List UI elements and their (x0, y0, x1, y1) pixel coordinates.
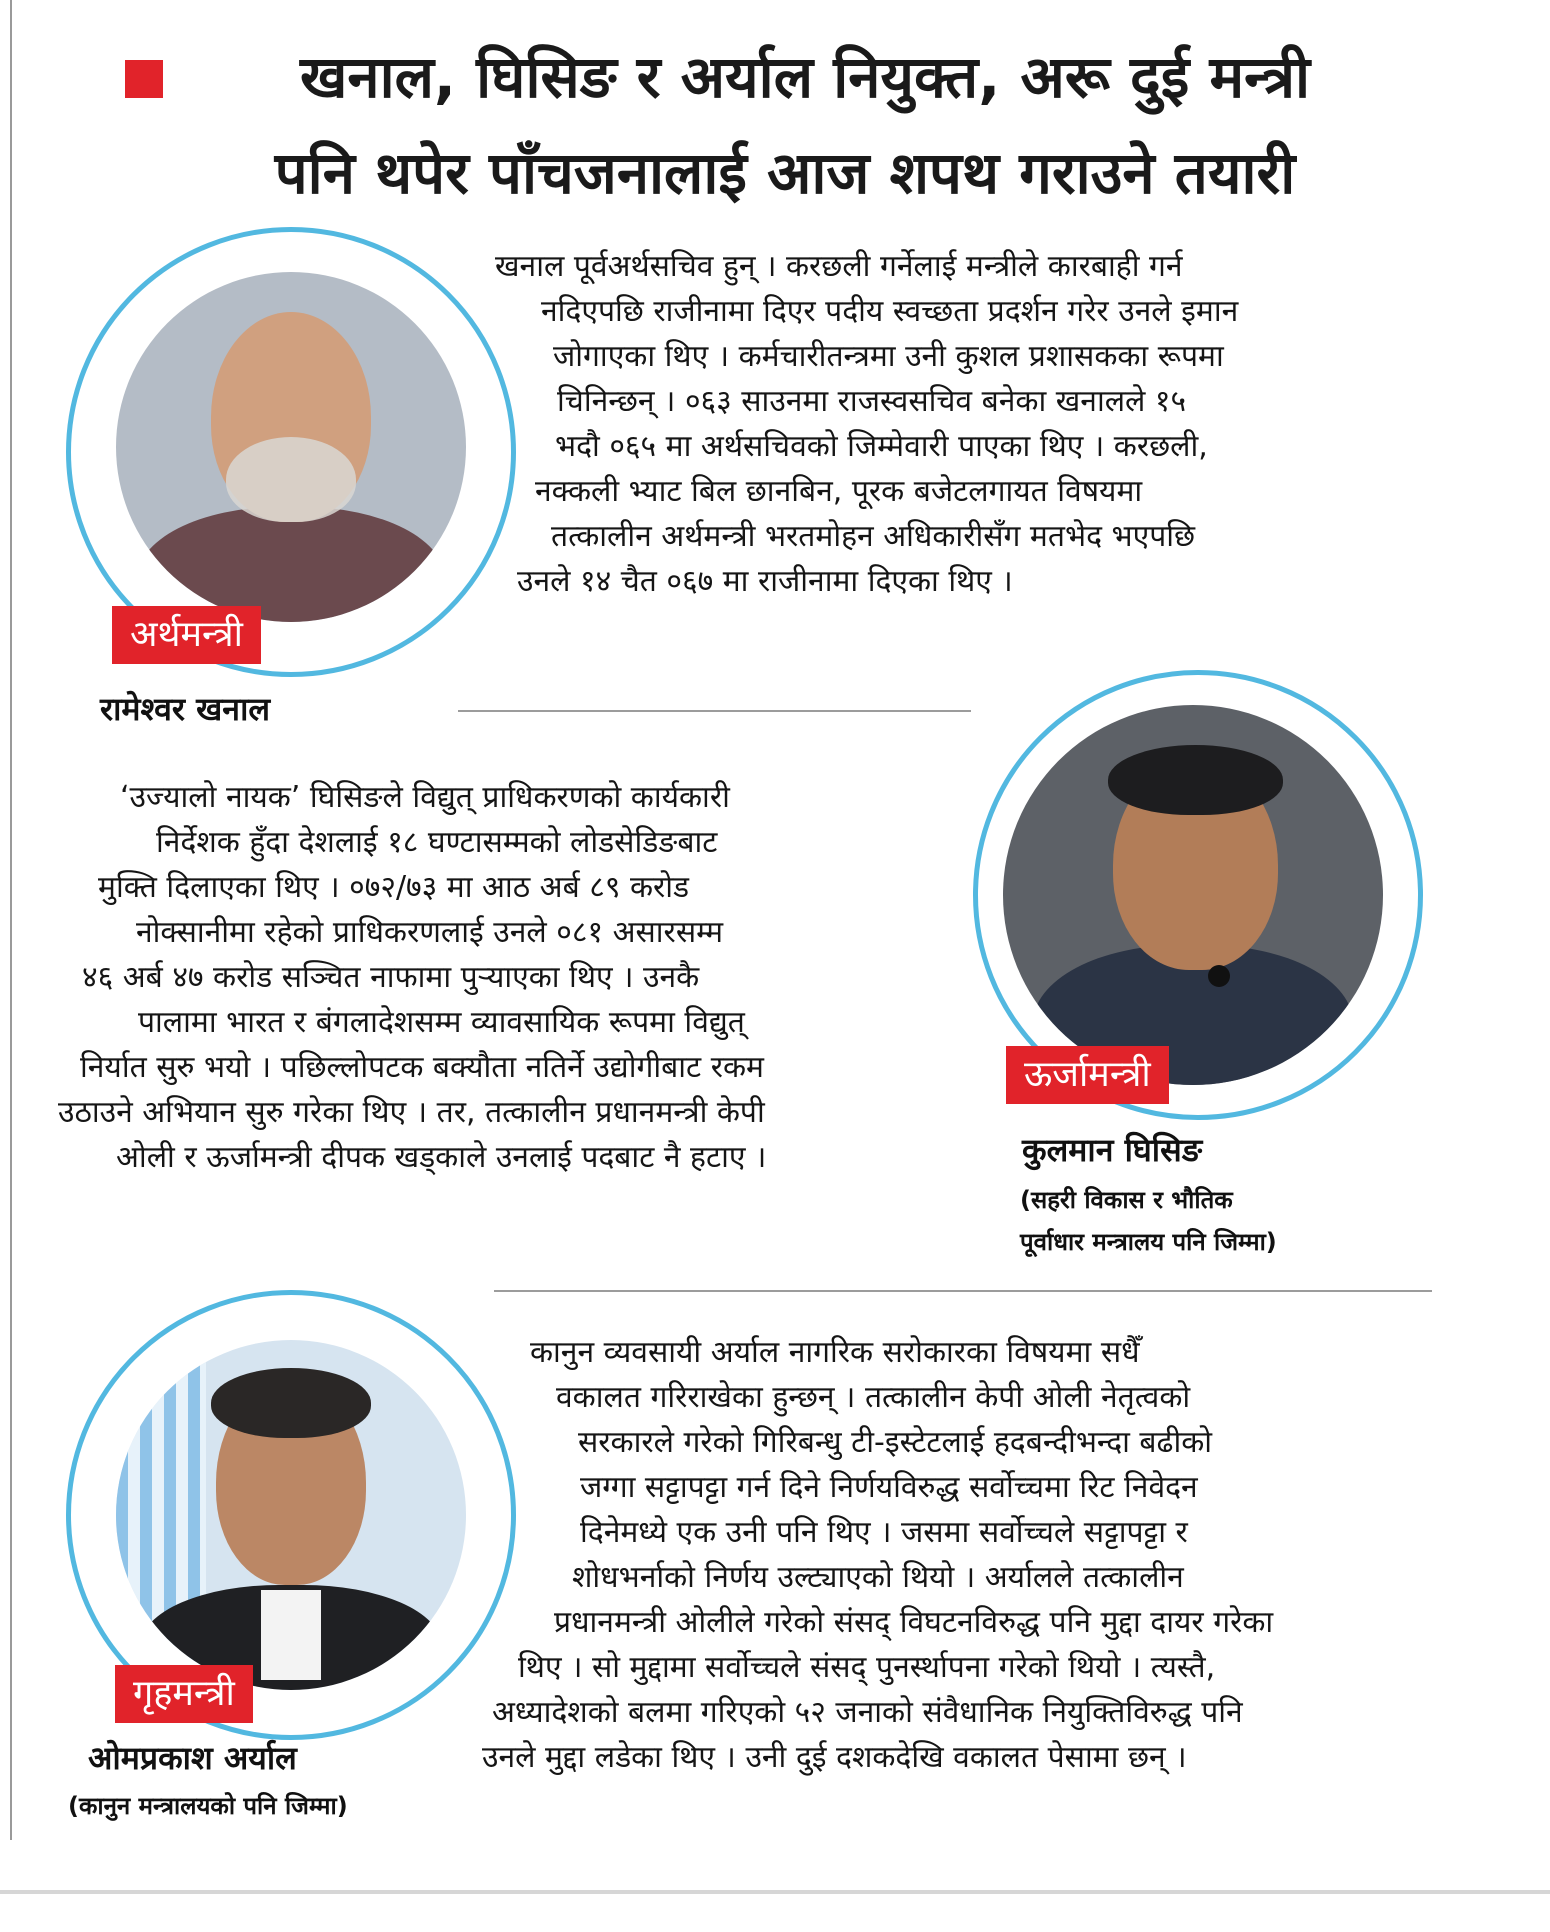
portrait-hair-energy (1108, 745, 1283, 815)
microphone-icon (1208, 965, 1230, 987)
headline-line-2: पनि थपेर पाँचजनालाई आज शपथ गराउने तयारी (274, 139, 1296, 207)
portrait-beard-finance (226, 437, 356, 522)
page-left-rule (10, 0, 12, 1840)
bio-line: कानुन व्यवसायी अर्याल नागरिक सरोकारका विषयमा सधैँ (530, 1335, 1140, 1370)
bio-line: नोक्सानीमा रहेको प्राधिकरणलाई उनले ०८१ असारसम्म (136, 915, 724, 950)
portrait-photo-home (116, 1340, 466, 1690)
portfolio-tag-home: गृहमन्त्री (115, 1665, 253, 1723)
portrait-shirt-finance (136, 507, 446, 622)
bio-paragraph-finance (495, 244, 1238, 604)
bio-line: खनाल पूर्वअर्थसचिव हुन् । करछली गर्नेलाई मन्त्रीले कारबाही गर्न (495, 249, 1183, 284)
bio-line: वकालत गरिराखेका हुन्छन् । तत्कालीन केपी ओली नेतृत्वको (556, 1380, 1191, 1415)
page-bottom-rule (0, 1890, 1550, 1894)
bio-line: जग्गा सट्टापट्टा गर्न दिने निर्णयविरुद्ध सर्वोच्चमा रिट निवेदन (580, 1470, 1198, 1505)
bio-line: उनले मुद्दा लडेका थिए । उनी दुई दशकदेखि वकालत पेसामा छन् । (482, 1740, 1187, 1775)
bio-paragraph-energy (58, 775, 766, 1180)
minister-extra-home: (कानुन मन्त्रालयको पनि जिम्मा) (68, 1792, 348, 1820)
bio-line: मुक्ति दिलाएका थिए । ०७२/७३ मा आठ अर्ब ८९ करोड (98, 870, 690, 905)
bio-line: चिनिन्छन् । ०६३ साउनमा राजस्वसचिव बनेका खनालले १५ (557, 384, 1187, 419)
bio-line: सरकारले गरेको गिरिबन्धु टी-इस्टेटलाई हदबन्दीभन्दा बढीको (578, 1425, 1213, 1460)
bio-line: उनले १४ चैत ०६७ मा राजीनामा दिएका थिए । (517, 564, 1013, 599)
bio-line: जोगाएका थिए । कर्मचारीतन्त्रमा उनी कुशल प्रशासकका रूपमा (553, 339, 1224, 374)
minister-name-energy: कुलमान घिसिङ (1022, 1131, 1203, 1169)
minister-extra-energy-2: पूर्वाधार मन्त्रालय पनि जिम्मा) (1020, 1228, 1277, 1256)
portrait-collar-home (261, 1590, 321, 1680)
bio-line: दिनेमध्ये एक उनी पनि थिए । जसमा सर्वोच्चले सट्टापट्टा र (580, 1515, 1188, 1550)
bio-line: निर्यात सुरु भयो । पछिल्लोपटक बक्यौता नतिर्ने उद्योगीबाट रकम (80, 1050, 764, 1085)
bio-line: तत्कालीन अर्थमन्त्री भरतमोहन अधिकारीसँग मतभेद भएपछि (551, 519, 1196, 554)
bio-line: ‘उज्यालो नायक’ घिसिङले विद्युत् प्राधिकरणको कार्यकारी (120, 780, 730, 815)
bio-line: उठाउने अभियान सुरु गरेका थिए । तर, तत्कालीन प्रधानमन्त्री केपी (58, 1095, 765, 1130)
bio-line: शोधभर्नाको निर्णय उल्ट्याएको थियो । अर्यालले तत्कालीन (572, 1560, 1184, 1595)
bio-line: प्रधानमन्त्री ओलीले गरेको संसद् विघटनविरुद्ध पनि मुद्दा दायर गरेका (554, 1605, 1274, 1640)
bio-line: पालामा भारत र बंगलादेशसम्म व्यावसायिक रूपमा विद्युत् (138, 1005, 745, 1040)
section-divider (494, 1290, 1432, 1292)
bio-line: भदौ ०६५ मा अर्थसचिवको जिम्मेवारी पाएका थिए । करछली, (555, 429, 1208, 464)
bio-paragraph-home (482, 1330, 1273, 1780)
headline-bullet (125, 60, 163, 98)
bio-line: ४६ अर्ब ४७ करोड सञ्चित नाफामा पुर्‍याएका थिए । उनकै (82, 960, 700, 995)
minister-name-finance: रामेश्वर खनाल (100, 690, 271, 728)
bio-line: अध्यादेशको बलमा गरिएको ५२ जनाको संवैधानिक नियुक्तिविरुद्ध पनि (492, 1695, 1243, 1730)
portfolio-tag-finance: अर्थमन्त्री (112, 606, 261, 664)
bio-line: ओली र ऊर्जामन्त्री दीपक खड्काले उनलाई पदबाट नै हटाए । (116, 1140, 767, 1175)
headline-line-1: खनाल, घिसिङ र अर्याल नियुक्त, अरू दुई मन्त्री (299, 43, 1311, 111)
minister-name-home: ओमप्रकाश अर्याल (88, 1739, 297, 1777)
bio-line: नदिएपछि राजीनामा दिएर पदीय स्वच्छता प्रदर्शन गरेर उनले इमान (541, 294, 1239, 329)
bio-line: नक्कली भ्याट बिल छानबिन, पूरक बजेटलगायत विषयमा (535, 474, 1143, 509)
portrait-photo-energy (1003, 705, 1383, 1085)
portrait-photo-finance (116, 272, 466, 622)
bio-line: थिए । सो मुद्दामा सर्वोच्चले संसद् पुनर्स्थापना गरेको थियो । त्यस्तै, (518, 1650, 1216, 1685)
bio-line: निर्देशक हुँदा देशलाई १८ घण्टासम्मको लोडसेडिङबाट (156, 825, 718, 860)
section-divider (458, 710, 971, 712)
portrait-hair-home (211, 1368, 371, 1438)
portfolio-tag-energy: ऊर्जामन्त्री (1006, 1046, 1169, 1104)
minister-extra-energy-1: (सहरी विकास र भौतिक (1020, 1186, 1233, 1214)
